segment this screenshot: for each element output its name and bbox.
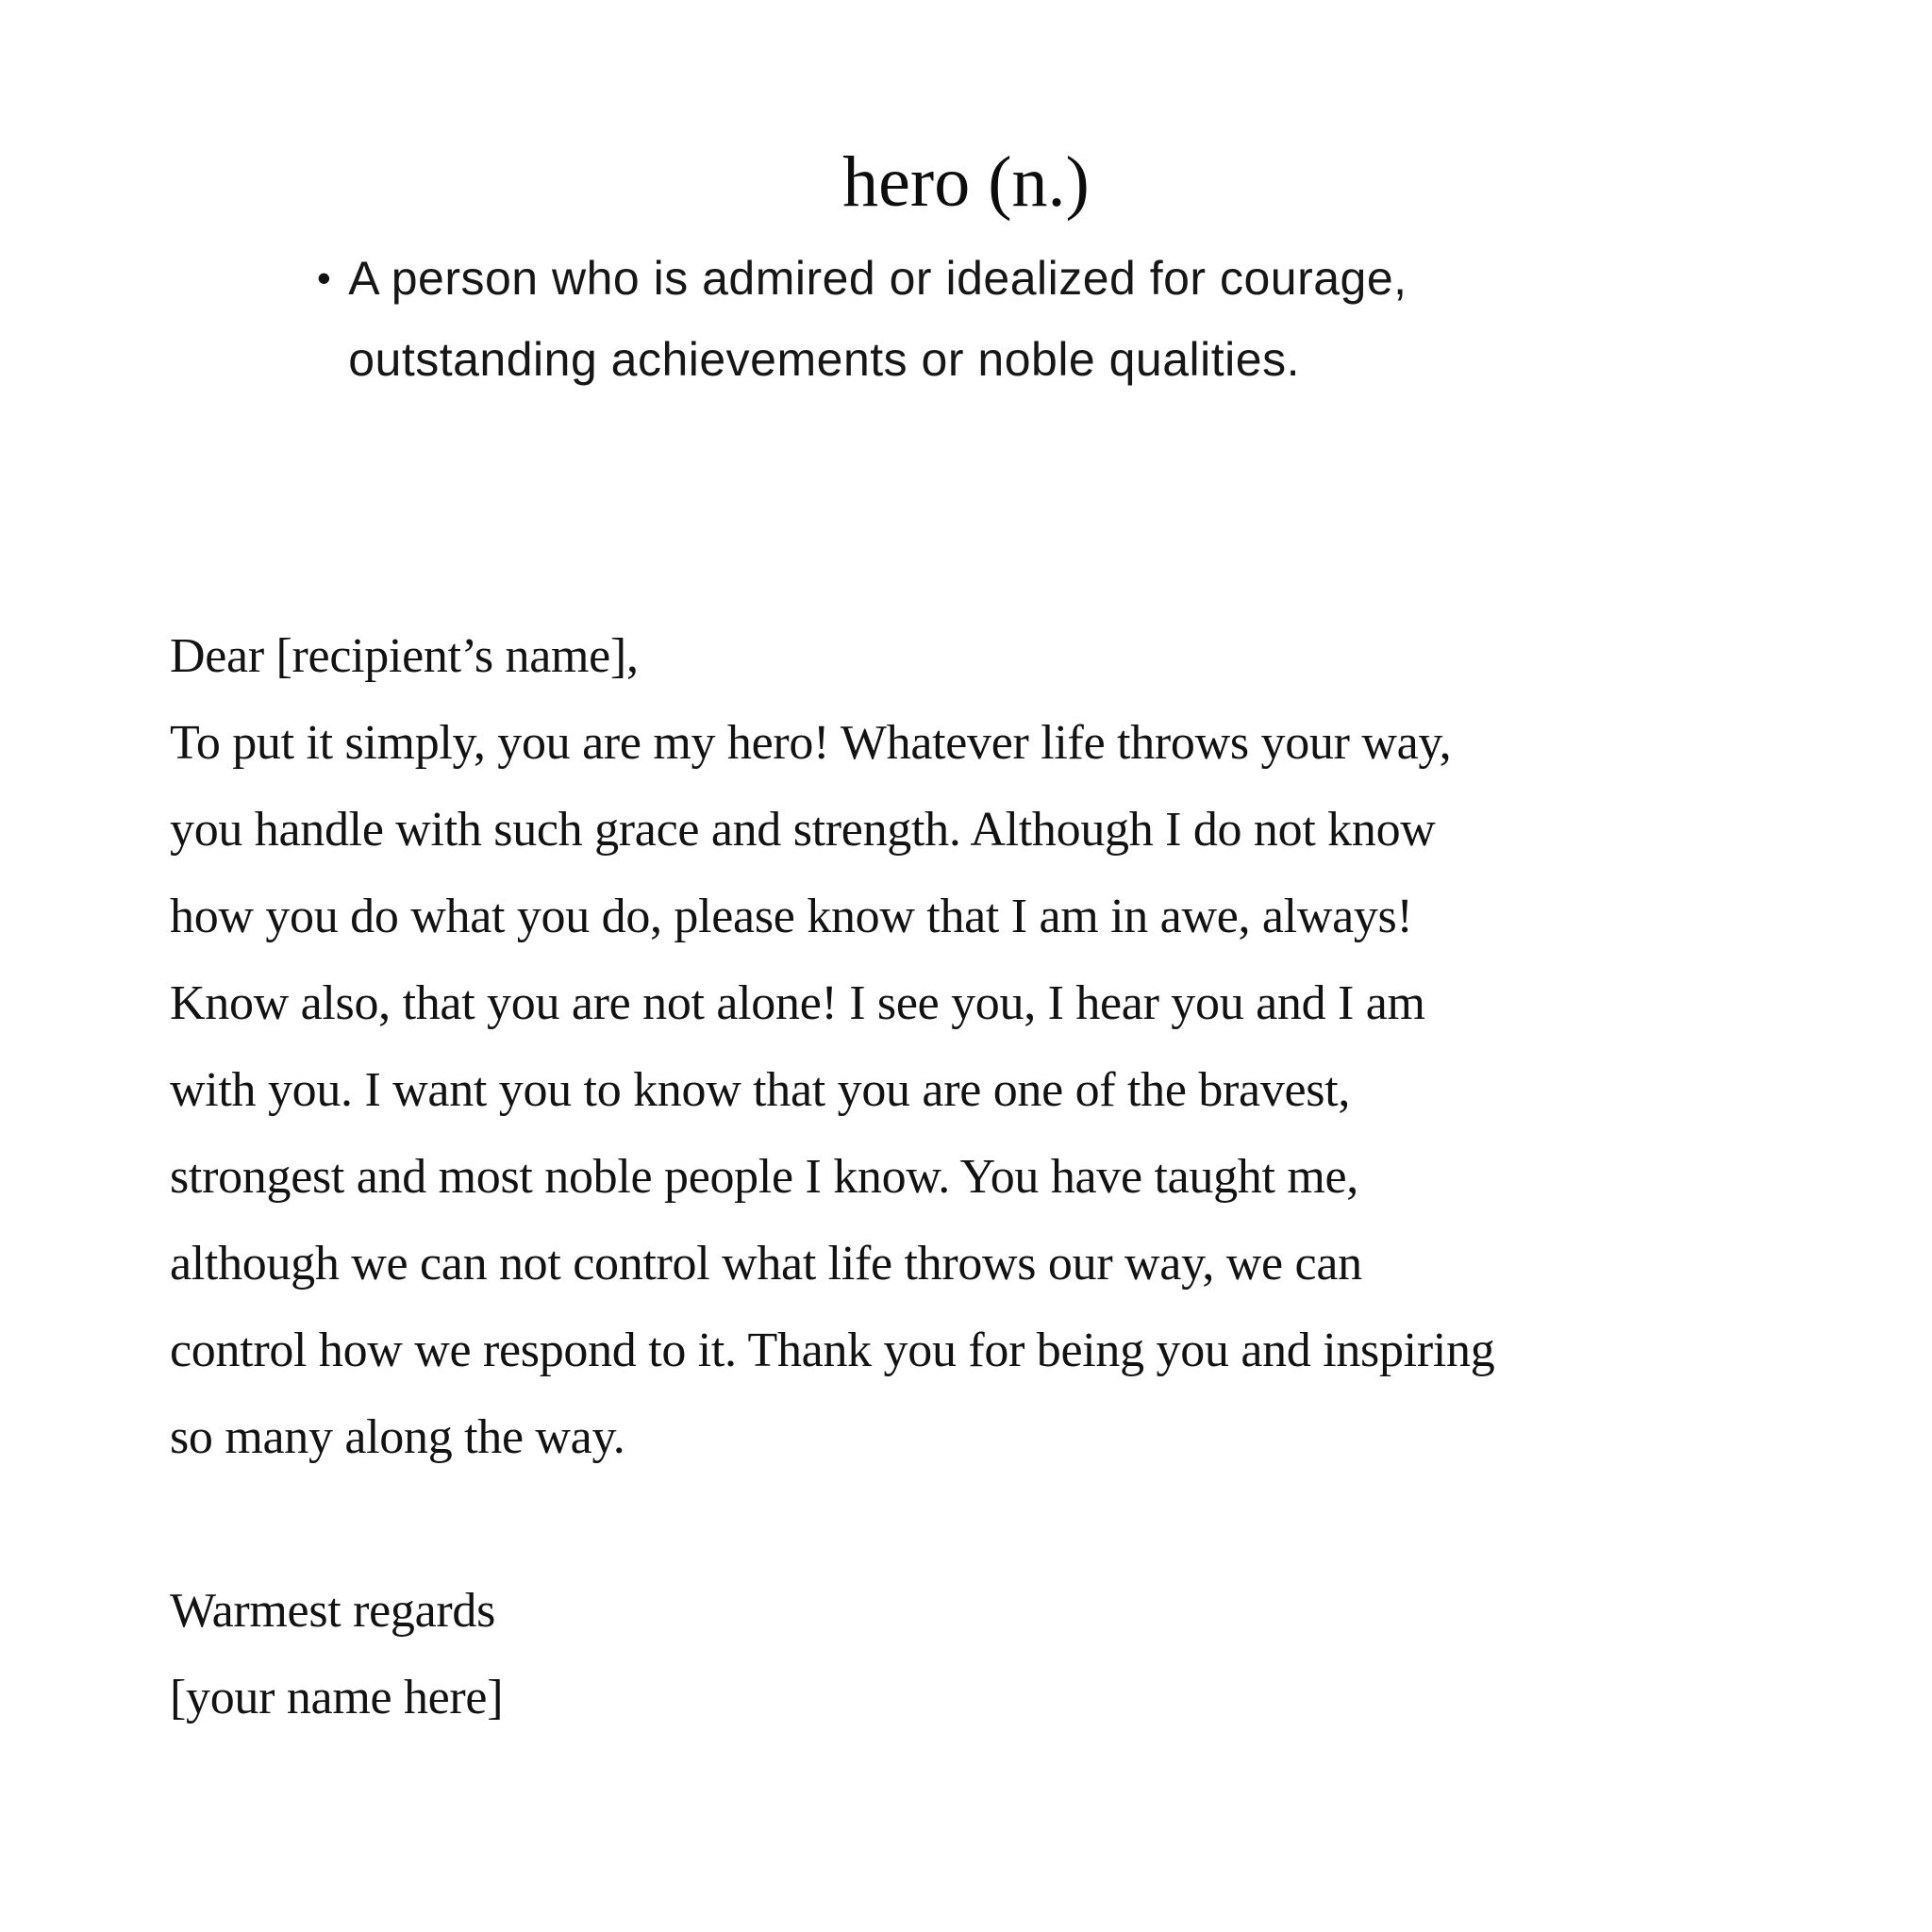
- definition-term-title: hero (n.): [842, 142, 1090, 222]
- letter-signature-placeholder: [your name here]: [170, 1671, 504, 1724]
- letter-paragraph-line: Know also, that you are not alone! I see you, I hear you and I am: [170, 976, 1425, 1030]
- letter-paragraph-line: although we can not control what life throws our way, we can: [170, 1237, 1362, 1291]
- letter-paragraph-line: strongest and most noble people I know. You have taught me,: [170, 1150, 1358, 1204]
- letter-salutation: Dear [recipient’s name],: [170, 629, 639, 683]
- definition-text: [348, 238, 1407, 400]
- letter-body: [170, 613, 1494, 1741]
- letter-paragraph-line: To put it simply, you are my hero! Whatever life throws your way,: [170, 716, 1452, 770]
- letter-paragraph-line: control how we respond to it. Thank you for being you and inspiring: [170, 1324, 1495, 1377]
- definition-text-line: outstanding achievements or noble qualities.: [348, 333, 1300, 386]
- letter-paragraph: [170, 700, 1494, 1481]
- letter-paragraph-line: you handle with such grace and strength. Although I do not know: [170, 803, 1436, 857]
- definition-text-line: A person who is admired or idealized for courage,: [348, 252, 1407, 305]
- letter-paragraph-line: so many along the way.: [170, 1410, 625, 1464]
- bullet-icon: •: [317, 256, 332, 300]
- letter-paragraph-line: how you do what you do, please know that I am in awe, always!: [170, 890, 1413, 943]
- definition-entry: [317, 238, 1407, 400]
- paragraph-spacer: [170, 1481, 1494, 1568]
- letter-paragraph-line: with you. I want you to know that you are one of the bravest,: [170, 1063, 1351, 1117]
- letter-closing: Warmest regards: [170, 1584, 496, 1638]
